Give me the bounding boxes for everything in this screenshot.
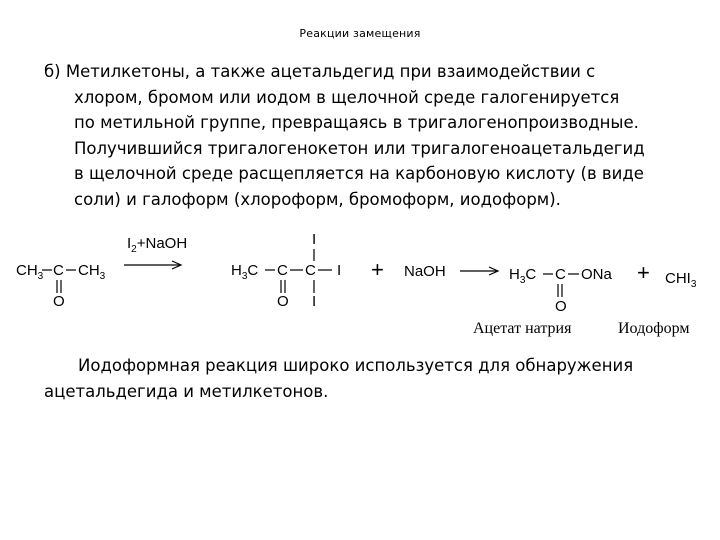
body-line: Получившийся тригалогенокетон или тригалогеноацетальдегид: [74, 138, 645, 158]
reaction-scheme: [0, 222, 720, 322]
label-iodoform: Иодоформ: [618, 320, 690, 337]
svg-text:H3C: $H_3C$: [509, 266, 537, 286]
body-paragraph: [44, 59, 694, 212]
body-line: хлором, бромом или иодом в щелочной среде галогенируется: [74, 87, 620, 107]
intermediate-triiodoacetone: [231, 231, 341, 310]
svg-text:I: I: [337, 262, 342, 279]
product-sodium-acetate: [509, 266, 613, 315]
body-line: в щелочной среде расщепляется на карбоновую кислоту (в виде: [74, 164, 644, 183]
svg-text:C: C: [277, 262, 288, 279]
svg-text:O: O: [555, 298, 567, 315]
body-line: по метильной группе, превращаясь в тригалогенопроизводные.: [74, 113, 639, 132]
plus-sign: +: [637, 260, 650, 285]
svg-text:I: I: [312, 293, 317, 310]
plus-sign: +: [371, 257, 384, 282]
label-sodium-acetate: Ацетат натрия: [473, 320, 572, 337]
svg-text:CH3: $CH_3$: [78, 262, 106, 282]
svg-text:CH3: $CH_3$: [16, 262, 44, 282]
reactant-acetone: [16, 262, 106, 310]
body-line: б) Метилкетоны, а также ацетальдегид при взаимодействии с: [44, 62, 596, 81]
svg-text:C: C: [555, 266, 566, 283]
svg-text:C: C: [305, 262, 316, 279]
reaction-arrow: [124, 261, 181, 269]
footer-line: Иодоформная реакция широко используется для обнаружения: [78, 356, 634, 375]
footer-line: ацетальдегида и метилкетонов.: [44, 382, 329, 401]
reagent-label: $I_2+NaOH$: [127, 235, 188, 255]
svg-text:I: I: [312, 231, 317, 248]
slide-title: Реакции замещения: [299, 27, 421, 40]
footer-paragraph: [44, 353, 704, 405]
naoh-label: NaOH: [404, 263, 446, 280]
product-iodoform: $CHI_3$: [665, 270, 697, 290]
svg-text:H3C: $H_3C$: [231, 262, 259, 282]
svg-text:O: O: [53, 293, 65, 310]
svg-text:O: O: [277, 293, 289, 310]
svg-text:C: C: [53, 262, 64, 279]
body-line: соли) и галоформ (хлороформ, бромоформ, иодоформ).: [74, 189, 561, 209]
reaction-arrow: [460, 267, 498, 275]
svg-text:ONa: ONa: [581, 266, 612, 283]
